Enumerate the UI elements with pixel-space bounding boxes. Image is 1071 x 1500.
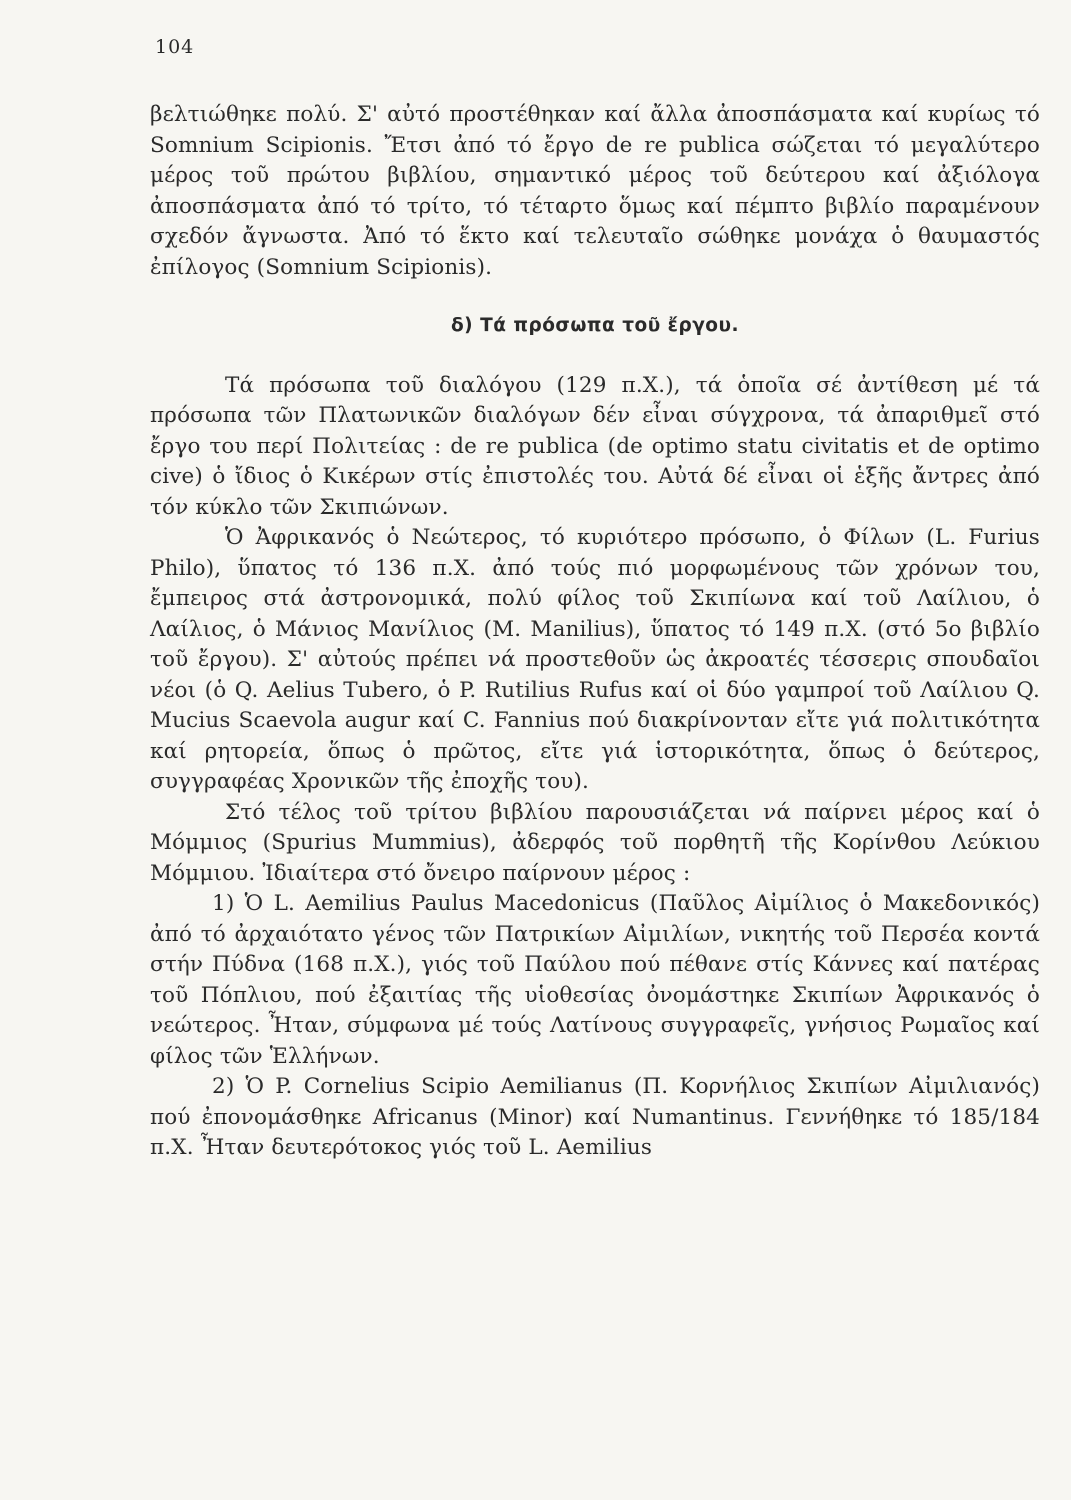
page-number: 104 bbox=[155, 36, 195, 58]
paragraph: Τά πρόσωπα τοῦ διαλόγου (129 π.Χ.), τά ὁποῖα σέ ἀντίθεση μέ τά πρόσωπα τῶν Πλατωνικῶν διαλόγων δέν εἶναι σύγχρονα, τά ἀπαριθμεῖ στό ἔργο του περί Πολιτείας : de re publica (de optimo statu civitatis et de optimo cive) ὁ ἴδιος ὁ Κικέρων στίς ἐπιστολές του. Αὐτά δέ εἶναι οἱ ἑξῆς ἄντρες ἀπό τόν κύκλο τῶν Σκιπιώνων. bbox=[150, 372, 1040, 520]
list-item: 1) Ὁ L. Aemilius Paulus Macedonicus (Παῦλος Αἰμίλιος ὁ Μακεδονικός) ἀπό τό ἀρχαιότατο γένος τῶν Πατρικίων Αἰμιλίων, νικητής τοῦ Περσέα κοντά στήν Πύδνα (168 π.Χ.), γιός τοῦ Παύλου πού πέθανε στίς Κάννες καί πατέρας τοῦ Πόπλιου, πού ἐξαιτίας τῆς υἱοθεσίας ὀνομάστηκε Σκιπίων Ἀφρικανός ὁ νεώτερος. Ἦταν, σύμφωνα μέ τούς Λατίνους συγγραφεῖς, γνήσιος Ρωμαῖος καί φίλος τῶν Ἑλλήνων. bbox=[150, 891, 1040, 1069]
paragraph-continuation: βελτιώθηκε πολύ. Σ' αὐτό προστέθηκαν καί ἄλλα ἀποσπάσματα καί κυρίως τό Somnium Scipionis. Ἔτσι ἀπό τό ἔργο de re publica σώζεται τό μεγαλύτερο μέρος τοῦ πρώτου βιβλίου, σημαντικό μέρος τοῦ δεύτερου καί ἀξιόλογα ἀποσπάσματα ἀπό τό τρίτο, τό τέταρτο ὅμως καί πέμπτο βιβλίο παραμένουν σχεδόν ἄγνωστα. Ἀπό τό ἕκτο καί τελευταῖο σώθηκε μονάχα ὁ θαυμαστός ἐπίλογος (Somnium Scipionis). bbox=[150, 102, 1040, 280]
paragraph: Στό τέλος τοῦ τρίτου βιβλίου παρουσιάζεται νά παίρνει μέρος καί ὁ Μόμμιος (Spurius Mummius), ἀδερφός τοῦ πορθητῆ τῆς Κορίνθου Λεύκιου Μόμμιου. Ἰδιαίτερα στό ὄνειρο παίρνουν μέρος : bbox=[150, 799, 1040, 886]
page-body bbox=[150, 100, 1040, 1164]
paragraph: Ὁ Ἀφρικανός ὁ Νεώτερος, τό κυριότερο πρόσωπο, ὁ Φίλων (L. Furius Philo), ὕπατος τό 136 π.Χ. ἀπό τούς πιό μορφωμένους τῶν χρόνων του, ἔμπειρος στά ἀστρονομικά, πολύ φίλος τοῦ Σκιπίωνα καί τοῦ Λαίλιου, ὁ Λαίλιος, ὁ Μάνιος Μανίλιος (M. Manilius), ὕπατος τό 149 π.Χ. (στό 5ο βιβλίο τοῦ ἔργου). Σ' αὐτούς πρέπει νά προστεθοῦν ὡς ἀκροατές τέσσερις σπουδαῖοι νέοι (ὁ Q. Aelius Tubero, ὁ P. Rutilius Rufus καί οἱ δύο γαμπροί τοῦ Λαίλιου Q. Mucius Scaevola augur καί C. Fannius πού διακρίνονταν εἴτε γιά πολιτικότητα καί ρητορεία, ὅπως ὁ πρῶτος, εἴτε γιά ἱστορικότητα, ὅπως ὁ δεύτερος, συγγραφέας Χρονικῶν τῆς ἐποχῆς του). bbox=[150, 525, 1040, 794]
list-item: 2) Ὁ P. Cornelius Scipio Aemilianus (Π. Κορνήλιος Σκιπίων Αἰμιλιανός) πού ἐπονομάσθηκε Africanus (Minor) καί Numantinus. Γεννήθηκε τό 185/184 π.Χ. Ἦταν δευτερότοκος γιός τοῦ L. Aemilius bbox=[150, 1074, 1040, 1160]
section-heading: δ) Τά πρόσωπα τοῦ ἔργου. bbox=[450, 315, 740, 336]
